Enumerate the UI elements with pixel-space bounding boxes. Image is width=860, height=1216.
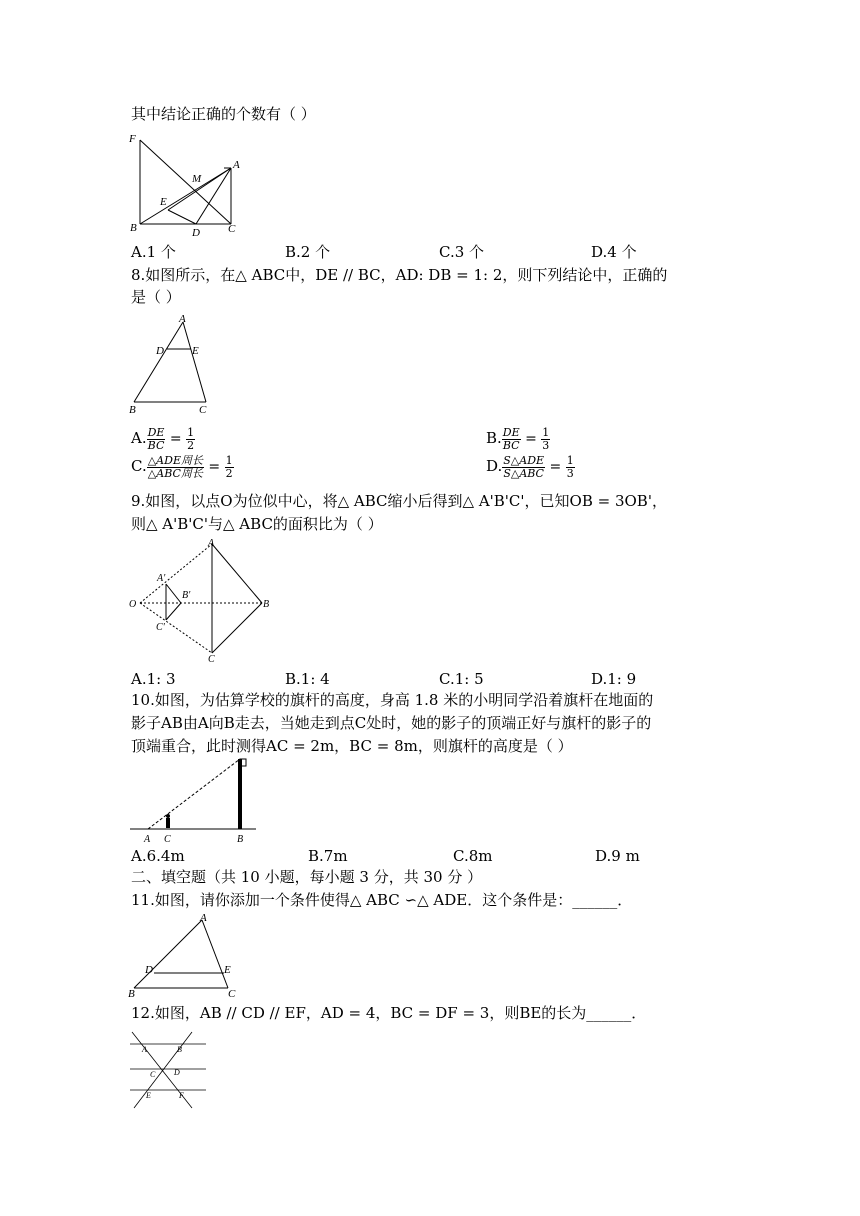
q10-stem-line1: 10.如图，为估算学校的旗杆的高度，身高 1.8 米的小明同学沿着旗杆在地面的 <box>131 691 654 709</box>
q7-label-b: B <box>130 222 137 234</box>
q11-label-b: B <box>128 988 135 1000</box>
q8-option-b: B. $\frac{DE}{BC}$ = $\frac{1}{3}$ <box>486 425 550 452</box>
q12-label-b: B <box>177 1045 182 1054</box>
q10-option-c: C.8m <box>453 847 493 865</box>
q9-label-c-prime: C' <box>156 622 165 633</box>
q9-label-c: C <box>208 654 215 664</box>
q9-label-o: O <box>129 599 137 610</box>
q8-label-b: B <box>129 404 136 416</box>
q11-label-e: E <box>224 964 231 976</box>
q8-label-d: D <box>156 345 164 357</box>
q9-option-b: B.1: 4 <box>285 670 330 688</box>
q9-label-a-prime: A' <box>157 573 166 584</box>
q11-stem: 11.如图，请你添加一个条件使得△ ABC ∽△ ADE．这个条件是：______． <box>131 891 633 909</box>
q9-option-a: A.1: 3 <box>131 670 176 688</box>
q7-stem: 其中结论正确的个数有（ ） <box>131 105 316 123</box>
q12-label-c: C <box>150 1070 156 1079</box>
section-title-fill-blank: 二、填空题（共 10 小题，每小题 3 分，共 30 分 ） <box>131 868 483 886</box>
q12-label-f: F <box>179 1091 184 1100</box>
q7-label-m: M <box>192 173 202 185</box>
q12-label-e: E <box>146 1091 151 1100</box>
q9-figure <box>126 536 276 668</box>
q9-stem-line1: 9.如图，以点O为位似中心，将△ ABC缩小后得到△ A'B'C'，已知OB = 3OB'， <box>131 492 667 510</box>
q11-label-d: D <box>145 964 153 976</box>
q10-figure <box>126 754 260 850</box>
q8-stem-line2: 是（ ） <box>131 288 181 306</box>
q7-label-a: A <box>233 159 240 171</box>
q10-label-b: B <box>237 834 244 845</box>
q7-figure <box>128 128 248 244</box>
q12-figure <box>126 1026 216 1114</box>
q9-label-b: B <box>263 599 270 610</box>
q7-label-d: D <box>192 227 200 239</box>
q12-label-d: D <box>174 1068 180 1077</box>
q7-option-b: B.2 个 <box>285 243 331 261</box>
q12-stem: 12.如图，AB // CD // EF，AD = 4，BC = DF = 3，则BE的长为______． <box>131 1004 647 1022</box>
q8-label-e: E <box>192 345 199 357</box>
q9-label-a: A <box>208 538 215 549</box>
q12-label-a: A <box>142 1045 147 1054</box>
q8-label-a: A <box>179 313 186 325</box>
q10-option-a: A.6.4m <box>131 847 185 865</box>
q8-label-c: C <box>199 404 207 416</box>
q10-option-b: B.7m <box>308 847 348 865</box>
q7-label-c: C <box>228 223 236 235</box>
q10-label-c: C <box>164 834 171 845</box>
q10-stem-line2: 影子AB由A向B走去，当她走到点C处时，她的影子的顶端正好与旗杆的影子的 <box>131 714 652 732</box>
q8-stem-line1: 8.如图所示，在△ ABC中，DE // BC，AD: DB = 1: 2，则下列结论中，正确的 <box>131 266 668 284</box>
q11-label-c: C <box>228 988 236 1000</box>
q11-label-a: A <box>200 912 207 924</box>
q7-label-e: E <box>160 196 167 208</box>
q10-stem-line3: 顶端重合，此时测得AC = 2m，BC = 8m，则旗杆的高度是（ ） <box>131 737 573 755</box>
q7-option-d: D.4 个 <box>591 243 637 261</box>
q7-label-f: F <box>129 133 136 145</box>
q10-flagpole <box>238 759 242 829</box>
q8-figure <box>126 312 226 420</box>
q9-label-b-prime: B' <box>182 590 191 601</box>
q8-option-d: D. $\frac{\text{S△ADE}}{\text{S△ABC}}$ = $\frac{1}{3}$ <box>486 453 574 480</box>
q9-option-c: C.1: 5 <box>439 670 484 688</box>
q7-option-c: C.3 个 <box>439 243 485 261</box>
q7-option-a: A.1 个 <box>131 243 176 261</box>
q8-option-c: C. $\frac{\text{△ADE周长}}{\text{△ABC周长}}$ = $\frac{1}{2}$ <box>131 453 233 480</box>
q9-stem-line2: 则△ A'B'C'与△ ABC的面积比为（ ） <box>131 515 383 533</box>
q9-option-d: D.1: 9 <box>591 670 637 688</box>
q10-option-d: D.9 m <box>595 847 640 865</box>
q10-label-a: A <box>144 834 151 845</box>
q11-figure <box>126 910 246 1006</box>
q8-option-a: A. $\frac{DE}{BC}$ = $\frac{1}{2}$ <box>131 425 195 452</box>
